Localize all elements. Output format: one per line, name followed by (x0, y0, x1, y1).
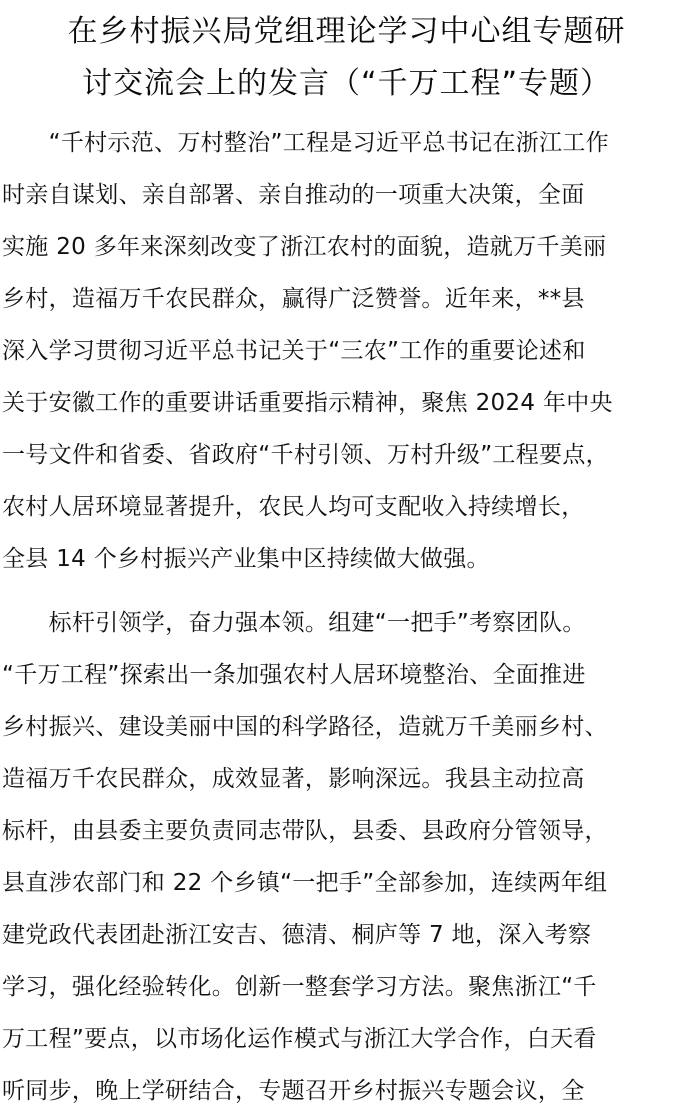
text-line: “千万工程”探索出一条加强农村人居环境整治、全面推进 (2, 662, 586, 688)
text-line: “千村示范、万村整治”工程是习近平总书记在浙江工作 (2, 130, 609, 156)
text-line: 实施 20 多年来深刻改变了浙江农村的面貌，造就万千美丽 (2, 234, 607, 260)
text-line: 深入学习贯彻习近平总书记关于“三农”工作的重要论述和 (2, 338, 586, 364)
title-line: 讨交流会上的发言（“千万工程”专题） (81, 66, 612, 101)
text-line: 标杆，由县委主要负责同志带队，县委、县政府分管领导， (2, 818, 608, 844)
text-line: 乡村振兴、建设美丽中国的科学路径，造就万千美丽乡村、 (2, 714, 608, 740)
text-line: 乡村，造福万千农民群众，赢得广泛赞誉。近年来，**县 (2, 286, 585, 312)
text-line: 造福万千农民群众，成效显著，影响深远。我县主动拉高 (2, 766, 585, 792)
text-line: 农村人居环境显著提升，农民人均可支配收入持续增长， (2, 494, 585, 520)
text-line: 全县 14 个乡村振兴产业集中区持续做大做强。 (2, 546, 490, 572)
text-line: 听同步，晚上学研结合，专题召开乡村振兴专题会议，全 (2, 1078, 585, 1104)
body-paragraph-1 (2, 117, 692, 585)
text-line: 关于安徽工作的重要讲话重要指示精神，聚焦 2024 年中央 (2, 390, 613, 416)
text-line: 万工程”要点，以市场化运作模式与浙江大学合作，白天看 (2, 1026, 597, 1052)
text-line: 标杆引领学，奋力强本领。组建“一把手”考察团队。 (2, 610, 586, 636)
text-line: 建党政代表团赴浙江安吉、德清、桐庐等 7 地，深入考察 (2, 922, 592, 948)
text-line: 时亲自谋划、亲自部署、亲自推动的一项重大决策，全面 (2, 182, 585, 208)
text-line: 县直涉农部门和 22 个乡镇“一把手”全部参加，连续两年组 (2, 870, 608, 896)
title-line: 在乡村振兴局党组理论学习中心组专题研 (67, 14, 626, 49)
document-title (0, 6, 693, 110)
text-line: 学习，强化经验转化。创新一整套学习方法。聚焦浙江“千 (2, 974, 597, 1000)
text-line: 一号文件和省委、省政府“千村引领、万村升级”工程要点， (2, 442, 609, 468)
body-paragraph-2 (2, 597, 692, 1117)
